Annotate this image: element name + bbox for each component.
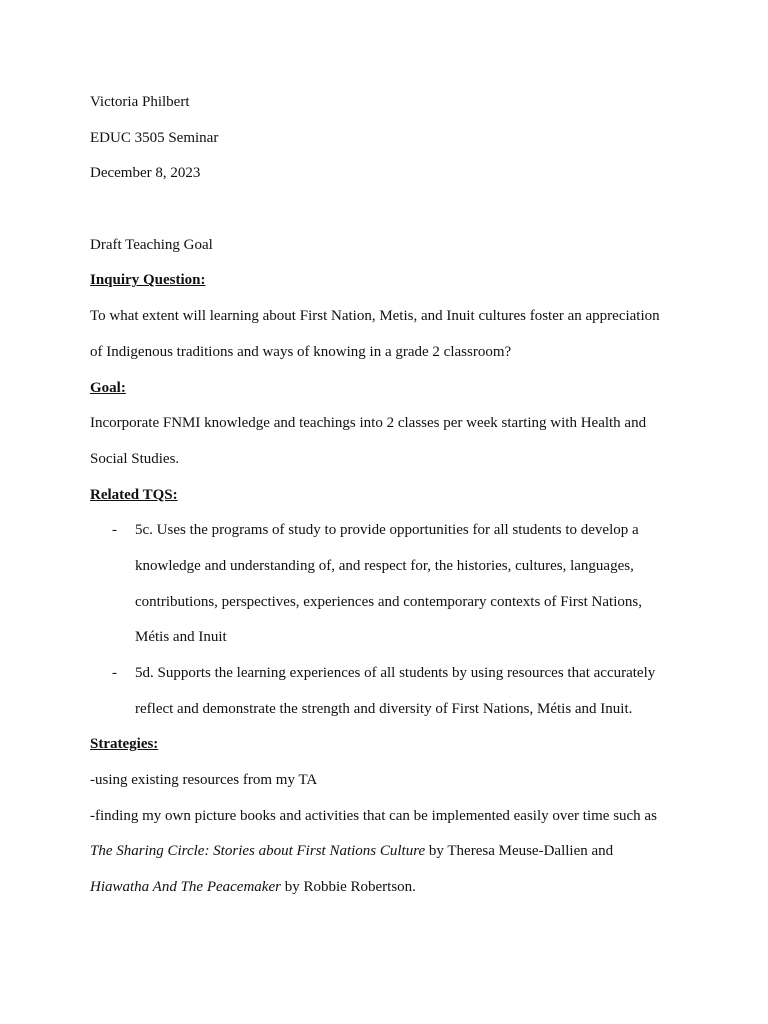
author-name: Victoria Philbert xyxy=(90,94,190,110)
tqs-item-line: contributions, perspectives, experiences and contemporary contexts of First Nations, xyxy=(135,593,642,610)
inquiry-line: of Indigenous traditions and ways of knowing in a grade 2 classroom? xyxy=(90,343,512,360)
book-author: by Robbie Robertson. xyxy=(280,879,416,896)
tqs-item-5d xyxy=(90,661,690,697)
tqs-item-line: 5d. Supports the learning experiences of all students by using resources that accurately xyxy=(135,665,656,681)
bullet-dash: - xyxy=(112,522,117,539)
document-date: December 8, 2023 xyxy=(90,165,201,182)
tqs-item-5c xyxy=(90,518,690,554)
strategy-book-line xyxy=(90,875,690,911)
tqs-item-line: knowledge and understanding of, and respect for, the histories, cultures, languages, xyxy=(135,557,634,574)
inquiry-heading: Inquiry Question: xyxy=(90,272,206,289)
inquiry-line: To what extent will learning about First Nation, Metis, and Inuit cultures foster an appreciation xyxy=(90,308,660,325)
blank-line xyxy=(90,197,690,233)
goal-line: Incorporate FNMI knowledge and teachings into 2 classes per week starting with Health and xyxy=(90,415,647,432)
course-name: EDUC 3505 Seminar xyxy=(90,129,219,146)
strategy-book-line xyxy=(90,839,690,875)
strategy-line: -using existing resources from my TA xyxy=(90,772,318,789)
book-title: The Sharing Circle: Stories about First Nations Culture xyxy=(90,843,426,860)
tqs-heading: Related TQS: xyxy=(90,486,178,503)
bullet-dash: - xyxy=(112,665,117,681)
tqs-item-line: 5c. Uses the programs of study to provide opportunities for all students to develop a xyxy=(135,522,639,539)
book-author: by Theresa Meuse-Dallien and xyxy=(425,843,614,860)
goal-heading: Goal: xyxy=(90,379,126,396)
document-page xyxy=(90,90,690,911)
document-title: Draft Teaching Goal xyxy=(90,236,213,253)
strategy-line: -finding my own picture books and activities that can be implemented easily over time such as xyxy=(90,807,657,824)
book-title: Hiawatha And The Peacemaker xyxy=(90,879,281,896)
tqs-item-line: Métis and Inuit xyxy=(135,629,227,646)
tqs-item-line: reflect and demonstrate the strength and diversity of First Nations, Métis and Inuit. xyxy=(135,700,633,717)
strategies-heading: Strategies: xyxy=(90,736,159,753)
goal-line: Social Studies. xyxy=(90,450,180,467)
